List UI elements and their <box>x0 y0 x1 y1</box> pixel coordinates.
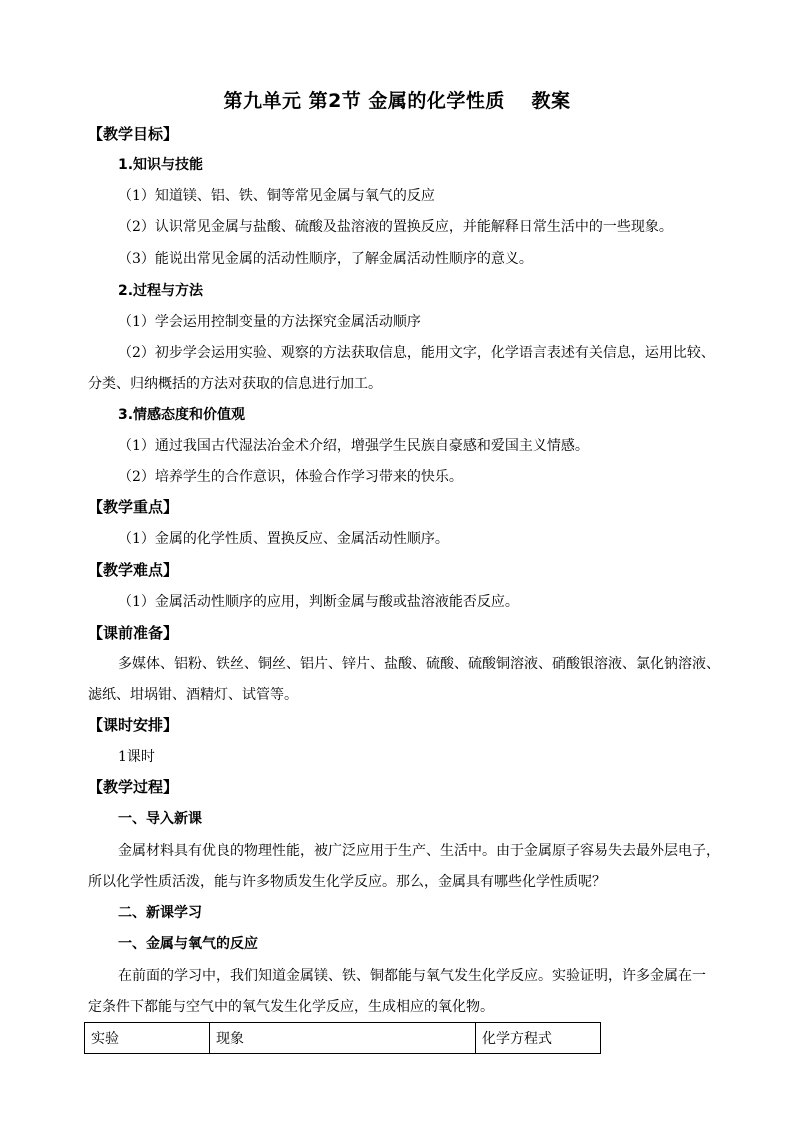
process-intro-line-1: 金属材料具有优良的物理性能，被广泛应用于生产、生活中。由于金属原子容易失去最外层电子， <box>118 843 720 859</box>
process-oxygen-line-2: 定条件下都能与空气中的氧气发生化学反应，生成相应的氧化物。 <box>88 999 494 1015</box>
process-oxygen-title: 一、金属与氧气的反应 <box>118 936 258 952</box>
objective-knowledge-title: 1.知识与技能 <box>118 157 204 173</box>
objective-emotion-1: （1）通过我国古代湿法冶金术介绍，增强学生民族自豪感和爱国主义情感。 <box>118 438 589 454</box>
objective-process-2-line2: 分类、归纳概括的方法对获取的信息进行加工。 <box>88 376 382 392</box>
objective-emotion-title: 3.情感态度和价值观 <box>118 407 246 423</box>
objective-emotion-2: （2）培养学生的合作意识，体验合作学习带来的快乐。 <box>118 469 463 485</box>
section-objectives-heading: 【教学目标】 <box>88 125 179 143</box>
objective-knowledge-1: （1）知道镁、铝、铁、铜等常见金属与氧气的反应 <box>118 188 435 204</box>
experiment-table <box>84 1022 601 1054</box>
preparation-line-2: 滤纸、坩埚钳、酒精灯、试管等。 <box>88 687 298 703</box>
difficulty-1: （1）金属活动性顺序的应用，判断金属与酸或盐溶液能否反应。 <box>118 594 519 610</box>
table-header-experiment: 实验 <box>85 1023 210 1054</box>
document-title: 第九单元 第2节 金属的化学性质 教案 <box>223 90 571 112</box>
section-difficulties-heading: 【教学难点】 <box>88 561 179 579</box>
table-header-phenomenon: 现象 <box>210 1023 476 1054</box>
objective-process-1: （1）学会运用控制变量的方法探究金属活动顺序 <box>118 314 421 330</box>
objective-knowledge-2: （2）认识常见金属与盐酸、硫酸及盐溶液的置换反应，并能解释日常生活中的一些现象。 <box>118 219 673 235</box>
section-process-heading: 【教学过程】 <box>88 778 179 796</box>
process-intro-title: 一、导入新课 <box>118 811 202 827</box>
section-preparation-heading: 【课前准备】 <box>88 624 179 642</box>
objective-process-2-line1: （2）初步学会运用实验、观察的方法获取信息，能用文字，化学语言表述有关信息，运用比较、 <box>118 345 715 361</box>
objective-knowledge-3: （3）能说出常见金属的活动性顺序，了解金属活动性顺序的意义。 <box>118 251 533 267</box>
process-oxygen-line-1: 在前面的学习中，我们知道金属镁、铁、铜都能与氧气发生化学反应。实验证明，许多金属在一 <box>118 968 706 984</box>
table-header-row <box>85 1023 601 1054</box>
section-schedule-heading: 【课时安排】 <box>88 716 179 734</box>
schedule-text: 1课时 <box>118 749 155 765</box>
process-new-lesson-title: 二、新课学习 <box>118 905 202 921</box>
process-intro-line-2: 所以化学性质活泼，能与许多物质发生化学反应。那么，金属具有哪些化学性质呢？ <box>88 874 606 890</box>
key-point-1: （1）金属的化学性质、置换反应、金属活动性顺序。 <box>118 531 449 547</box>
section-key-points-heading: 【教学重点】 <box>88 498 179 516</box>
table-header-equation: 化学方程式 <box>476 1023 601 1054</box>
objective-process-title: 2.过程与方法 <box>118 283 204 299</box>
preparation-line-1: 多媒体、铝粉、铁丝、铜丝、铝片、锌片、盐酸、硫酸、硫酸铜溶液、硝酸银溶液、氯化钠溶液、 <box>118 656 720 672</box>
